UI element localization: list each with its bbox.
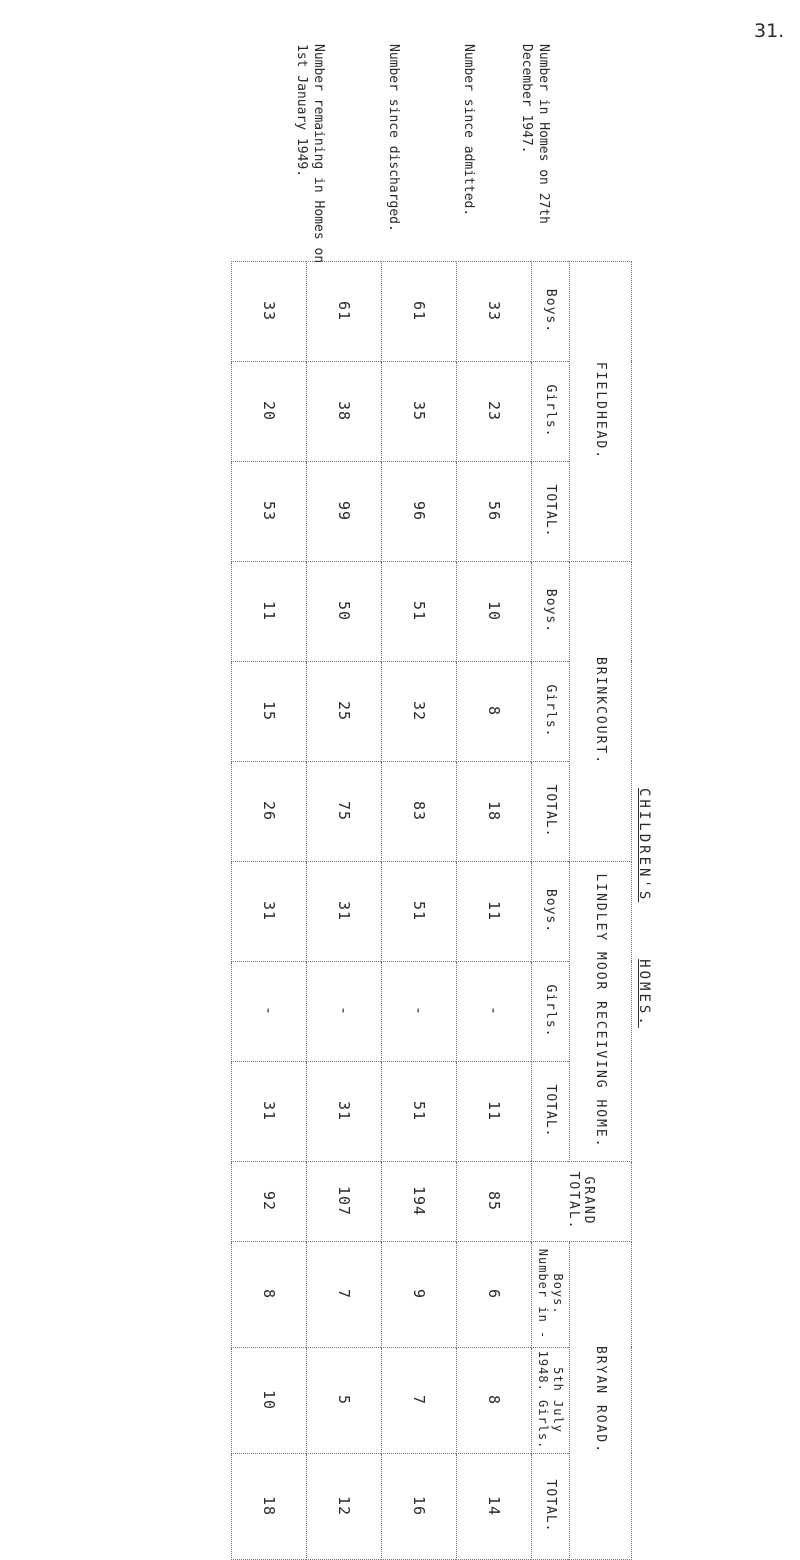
homes-table-container: [232, 261, 632, 1533]
cell: 10: [457, 561, 532, 661]
cell: 31: [232, 861, 307, 961]
cell: 12: [307, 1453, 382, 1559]
row-label-remaining: Number remaining in Homes on 1st January 1949.: [294, 44, 326, 264]
cell: 92: [232, 1161, 307, 1241]
cell: 23: [457, 361, 532, 461]
cell: 8: [232, 1241, 307, 1347]
cell: 83: [382, 761, 457, 861]
cell: 99: [307, 461, 382, 561]
cell: -: [232, 961, 307, 1061]
cell: 8: [457, 661, 532, 761]
document-title: [636, 648, 744, 1028]
cell: 18: [457, 761, 532, 861]
cell: 35: [382, 361, 457, 461]
cell: 10: [232, 1347, 307, 1453]
row-labels: [232, 36, 632, 264]
header-brinkcourt-total: TOTAL.: [532, 761, 570, 861]
cell: 31: [307, 861, 382, 961]
table-row: [382, 261, 457, 1559]
title-part-1: CHILDREN'S: [636, 788, 652, 903]
cell: 15: [232, 661, 307, 761]
cell: 14: [457, 1453, 532, 1559]
header-bryan-total: TOTAL.: [532, 1453, 570, 1559]
cell: 96: [382, 461, 457, 561]
homes-statistics-table: [231, 261, 632, 1560]
cell: 107: [307, 1161, 382, 1241]
cell: 20: [232, 361, 307, 461]
group-fieldhead: FIELDHEAD.: [570, 261, 632, 561]
header-lindley-boys: Boys.: [532, 861, 570, 961]
cell: 5: [307, 1347, 382, 1453]
cell: 11: [457, 861, 532, 961]
table-row: [457, 261, 532, 1559]
cell: 18: [232, 1453, 307, 1559]
cell: 9: [382, 1241, 457, 1347]
header-bryan-girls: 5th July 1948. Girls.: [532, 1347, 570, 1453]
row-label-discharged: Number since discharged.: [386, 44, 401, 232]
cell: 32: [382, 661, 457, 761]
cell: 61: [307, 261, 382, 361]
cell: 53: [232, 461, 307, 561]
cell: 38: [307, 361, 382, 461]
page-number: 31.: [754, 20, 785, 42]
cell: 25: [307, 661, 382, 761]
cell: 11: [232, 561, 307, 661]
header-lindley-girls: Girls.: [532, 961, 570, 1061]
cell: 6: [457, 1241, 532, 1347]
cell: 16: [382, 1453, 457, 1559]
cell: -: [382, 961, 457, 1061]
header-fieldhead-girls: Girls.: [532, 361, 570, 461]
cell: 51: [382, 861, 457, 961]
group-grand-total: GRAND TOTAL.: [532, 1161, 632, 1241]
cell: -: [457, 961, 532, 1061]
group-lindley: LINDLEY MOOR RECEIVING HOME.: [570, 861, 632, 1161]
cell: 7: [382, 1347, 457, 1453]
cell: 8: [457, 1347, 532, 1453]
group-bryan-road: BRYAN ROAD.: [570, 1241, 632, 1559]
cell: 75: [307, 761, 382, 861]
title-part-2: HOMES.: [636, 959, 652, 1028]
header-brinkcourt-boys: Boys.: [532, 561, 570, 661]
cell: 85: [457, 1161, 532, 1241]
cell: -: [307, 961, 382, 1061]
cell: 51: [382, 1061, 457, 1161]
cell: 11: [457, 1061, 532, 1161]
cell: 31: [232, 1061, 307, 1161]
table-row: [232, 261, 307, 1559]
header-brinkcourt-girls: Girls.: [532, 661, 570, 761]
table-row: [307, 261, 382, 1559]
header-lindley-total: TOTAL.: [532, 1061, 570, 1161]
row-label-in-homes: Number in Homes on 27th December 1947.: [519, 44, 551, 225]
cell: 56: [457, 461, 532, 561]
cell: 61: [382, 261, 457, 361]
header-fieldhead-total: TOTAL.: [532, 461, 570, 561]
header-fieldhead-boys: Boys.: [532, 261, 570, 361]
cell: 31: [307, 1061, 382, 1161]
cell: 50: [307, 561, 382, 661]
cell: 194: [382, 1161, 457, 1241]
sub-header-row: [532, 261, 570, 1559]
group-brinkcourt: BRINKCOURT.: [570, 561, 632, 861]
cell: 7: [307, 1241, 382, 1347]
cell: 33: [457, 261, 532, 361]
group-header-row: [570, 261, 632, 1559]
header-bryan-boys: Boys. Number in -: [532, 1241, 570, 1347]
row-label-admitted: Number since admitted.: [461, 44, 476, 217]
cell: 33: [232, 261, 307, 361]
cell: 51: [382, 561, 457, 661]
cell: 26: [232, 761, 307, 861]
